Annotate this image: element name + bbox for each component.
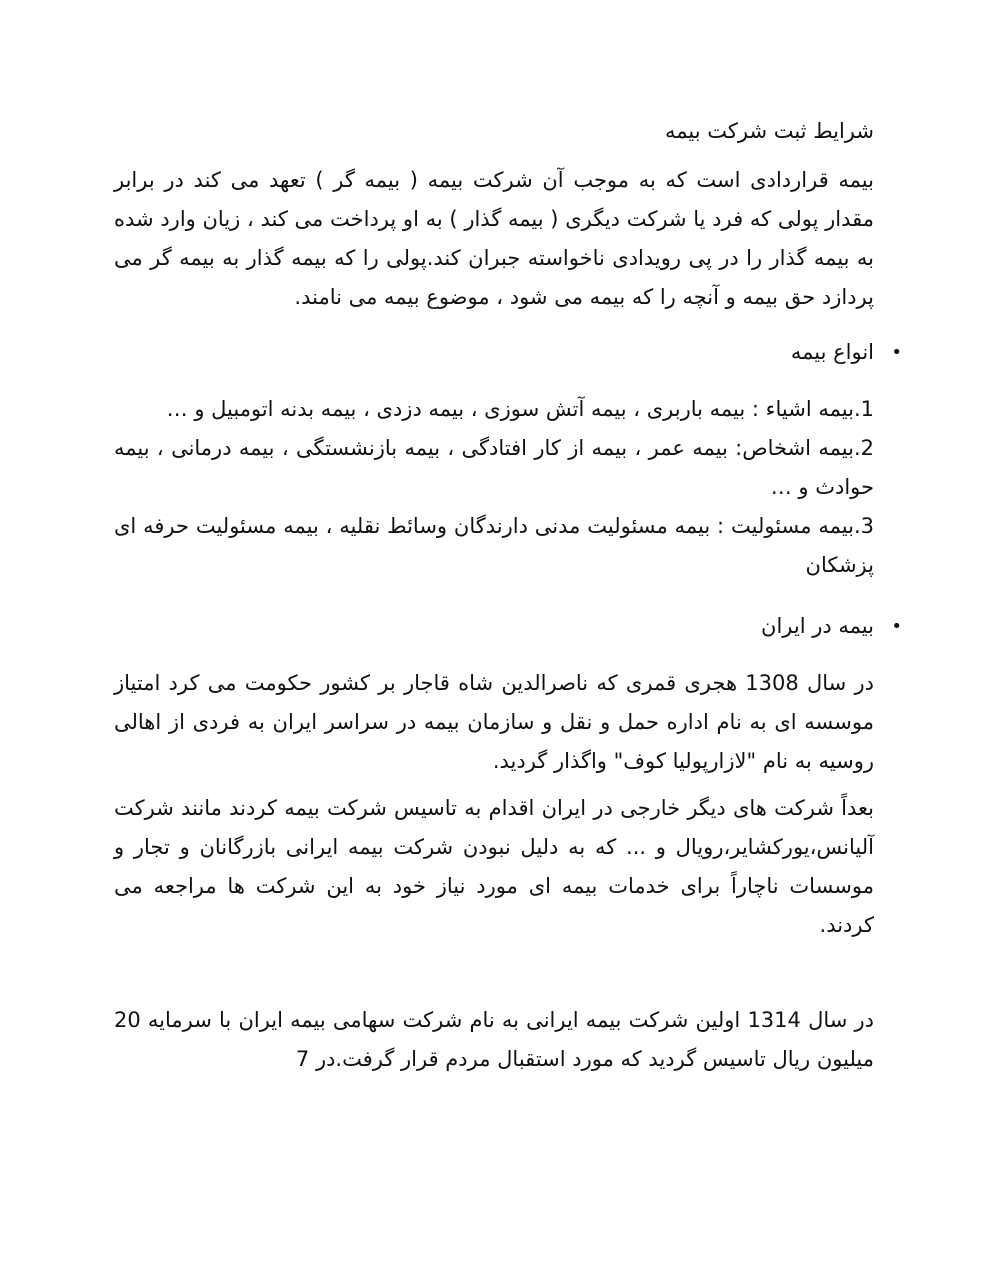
iran-paragraph-3: در سال 1314 اولین شرکت بیمه ایرانی به نام شرکت سهامی بیمه ایران با سرمایه 20 میلیون ریال تاسیس گردید که مورد استقبال مردم قرار گرفت.در 7 xyxy=(114,1008,874,1071)
iran-paragraph-1: در سال 1308 هجری قمری که ناصرالدین شاه قاجار بر کشور حکومت می کرد امتیاز موسسه ای به نام اداره حمل و نقل و سازمان بیمه در سراسر ایران به فردی از اهالی روسیه به نام "لازارپولیا کوف" واگذار گردید. xyxy=(114,671,874,773)
page-title: شرایط ثبت شرکت بیمه xyxy=(664,119,874,143)
list-item: 3.بیمه مسئولیت : بیمه مسئولیت مدنی دارندگان وسائط نقلیه ، بیمه مسئولیت حرفه ای پزشکان xyxy=(114,514,874,577)
bullet-dot-icon: • xyxy=(891,616,902,637)
bullet-label: بیمه در ایران xyxy=(761,614,874,638)
document-body xyxy=(114,112,902,1079)
bullet-label: انواع بیمه xyxy=(790,340,874,364)
list-item: 1.بیمه اشیاء : بیمه باربری ، بیمه آتش سوزی ، بیمه دزدی ، بیمه بدنه اتومبیل و … xyxy=(166,397,874,421)
bullet-dot-icon: • xyxy=(891,342,902,363)
insurance-types-list xyxy=(114,390,874,585)
intro-paragraph: بیمه قراردادی است که به موجب آن شرکت بیمه ( بیمه گر ) تعهد می کند در برابر مقدار پولی که فرد یا شرکت دیگری ( بیمه گذار ) به او پرداخت می کند ، زیان وارد شده به بیمه گذار را در پی رویدادی ناخواسته جبران کند.پولی را که بیمه گذار به بیمه گر می پردازد حق بیمه و آنچه را که بیمه می شود ، موضوع بیمه می نامند. xyxy=(114,168,874,309)
bullet-insurance-types xyxy=(114,333,902,372)
bullet-insurance-in-iran xyxy=(114,607,902,646)
iran-paragraph-2: بعداً شرکت های دیگر خارجی در ایران اقدام به تاسیس شرکت بیمه کردند مانند شرکت آلیانس،یورکشایر،رویال و ... که به دلیل نبودن شرکت بیمه ایرانی بازرگانان و تجار و موسسات ناچاراً برای خدمات بیمه ای مورد نیاز خود به این شرکت ها مراجعه می کردند. xyxy=(114,796,874,937)
list-item: 2.بیمه اشخاص: بیمه عمر ، بیمه از کار افتادگی ، بیمه بازنشستگی ، بیمه درمانی ، بیمه حوادث و … xyxy=(114,436,874,499)
